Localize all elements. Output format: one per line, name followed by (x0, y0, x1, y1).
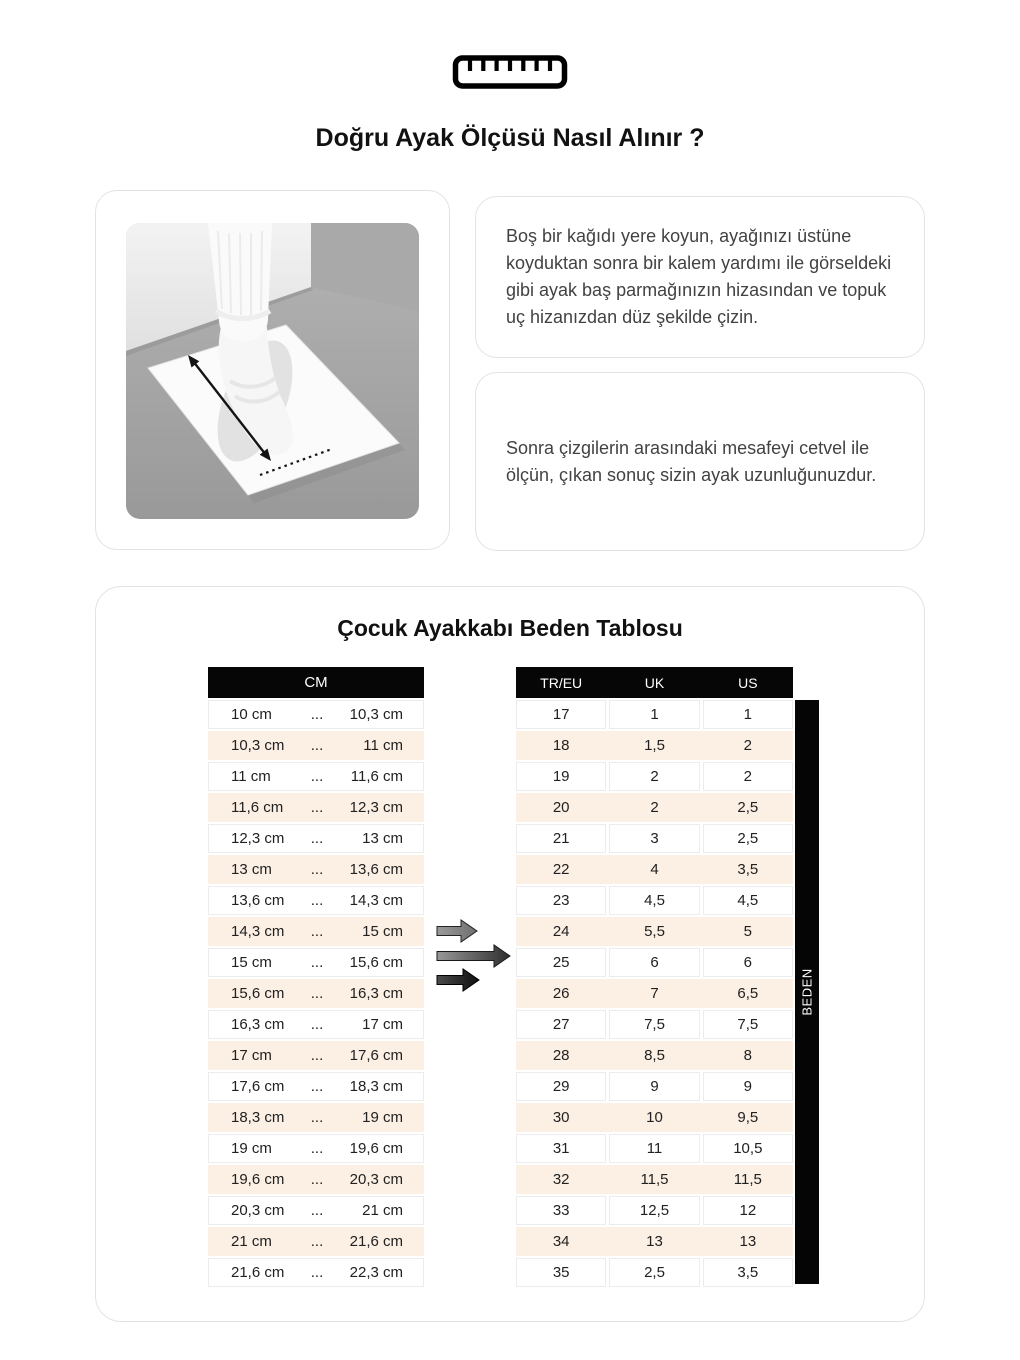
size-cell-us: 9 (703, 1072, 793, 1101)
cm-range-to: 16,3 cm (349, 985, 403, 1002)
size-table-row (516, 979, 793, 1008)
cm-range-to: 12,3 cm (349, 799, 403, 816)
size-cell-treu: 34 (516, 1227, 606, 1256)
cm-range-to: 13,6 cm (349, 861, 403, 878)
size-table-header-uk: UK (644, 674, 665, 691)
size-cell-treu: 31 (516, 1134, 606, 1163)
size-cell-treu: 20 (516, 793, 606, 822)
cm-range-to: 17 cm (362, 1016, 403, 1033)
size-table-row (516, 1072, 793, 1101)
cm-range-separator: ... (310, 799, 324, 816)
cm-range-from: 15,6 cm (231, 985, 285, 1002)
size-cell-treu: 29 (516, 1072, 606, 1101)
size-cell-treu: 23 (516, 886, 606, 915)
size-chart-card (95, 586, 925, 1322)
cm-range-from: 10 cm (231, 706, 272, 723)
cm-range-to: 19 cm (362, 1109, 403, 1126)
size-table-row (516, 731, 793, 760)
size-cell-uk: 5,5 (609, 917, 699, 946)
cm-range-to: 11 cm (363, 737, 403, 754)
instruction-step-2-card (475, 372, 925, 551)
size-cell-treu: 33 (516, 1196, 606, 1225)
size-cell-us: 6 (703, 948, 793, 977)
size-table-row (516, 824, 793, 853)
size-table-row (516, 1103, 793, 1132)
cm-range-from: 19 cm (231, 1140, 272, 1157)
size-cell-treu: 25 (516, 948, 606, 977)
cm-range-from: 15 cm (231, 954, 272, 971)
cm-range-to: 15 cm (362, 923, 403, 940)
size-cell-uk: 11,5 (609, 1165, 699, 1194)
size-cell-uk: 3 (609, 824, 699, 853)
cm-range-separator: ... (310, 768, 324, 785)
cm-table-header: CM (208, 667, 424, 698)
cm-range-separator: ... (310, 1109, 324, 1126)
cm-table-row (208, 1072, 424, 1101)
cm-table-row (208, 1196, 424, 1225)
size-table-row (516, 762, 793, 791)
size-cell-uk: 7 (609, 979, 699, 1008)
size-cell-uk: 4 (609, 855, 699, 884)
size-cell-us: 4,5 (703, 886, 793, 915)
size-cell-us: 12 (703, 1196, 793, 1225)
size-table (516, 667, 793, 1289)
size-cell-us: 13 (703, 1227, 793, 1256)
size-cell-us: 2,5 (703, 793, 793, 822)
cm-range-from: 10,3 cm (231, 737, 285, 754)
cm-table-row (208, 1165, 424, 1194)
size-cell-us: 3,5 (703, 855, 793, 884)
cm-range-separator: ... (310, 892, 324, 909)
cm-table-row (208, 793, 424, 822)
cm-range-separator: ... (310, 1264, 324, 1281)
size-table-row (516, 1134, 793, 1163)
cm-range-separator: ... (310, 706, 324, 723)
cm-range-separator: ... (310, 1171, 324, 1188)
size-cell-uk: 10 (609, 1103, 699, 1132)
cm-table-row (208, 1134, 424, 1163)
size-cell-us: 9,5 (703, 1103, 793, 1132)
size-cell-uk: 11 (609, 1134, 699, 1163)
cm-range-from: 20,3 cm (231, 1202, 285, 1219)
cm-range-from: 13 cm (231, 861, 272, 878)
cm-range-from: 18,3 cm (231, 1109, 285, 1126)
cm-range-separator: ... (310, 861, 324, 878)
cm-table-row (208, 700, 424, 729)
size-cell-us: 2 (703, 762, 793, 791)
size-table-body (516, 700, 793, 1287)
cm-table-row (208, 855, 424, 884)
size-cell-us: 8 (703, 1041, 793, 1070)
cm-range-to: 19,6 cm (349, 1140, 403, 1157)
cm-range-to: 10,3 cm (349, 706, 403, 723)
size-cell-treu: 21 (516, 824, 606, 853)
cm-range-separator: ... (310, 1078, 324, 1095)
cm-range-separator: ... (310, 1047, 324, 1064)
cm-range-from: 11 cm (231, 768, 271, 785)
cm-range-separator: ... (310, 985, 324, 1002)
size-cell-uk: 2,5 (609, 1258, 699, 1287)
cm-range-to: 13 cm (362, 830, 403, 847)
size-cell-treu: 27 (516, 1010, 606, 1039)
cm-range-from: 17,6 cm (231, 1078, 285, 1095)
size-cell-us: 3,5 (703, 1258, 793, 1287)
measurement-photo-card (95, 190, 450, 550)
transfer-arrows-icon (436, 917, 512, 995)
size-cell-us: 2,5 (703, 824, 793, 853)
cm-table-row (208, 1103, 424, 1132)
size-cell-uk: 4,5 (609, 886, 699, 915)
size-cell-uk: 1 (609, 700, 699, 729)
size-chart-title: Çocuk Ayakkabı Beden Tablosu (337, 615, 683, 641)
size-cell-uk: 2 (609, 762, 699, 791)
size-cell-treu: 30 (516, 1103, 606, 1132)
cm-table-row (208, 1227, 424, 1256)
size-table-row (516, 1258, 793, 1287)
cm-range-from: 19,6 cm (231, 1171, 285, 1188)
size-cell-treu: 35 (516, 1258, 606, 1287)
size-table-header (516, 667, 793, 698)
cm-range-from: 21,6 cm (231, 1264, 285, 1281)
size-cell-us: 2 (703, 731, 793, 760)
cm-range-to: 15,6 cm (349, 954, 403, 971)
size-table-row (516, 917, 793, 946)
size-cell-treu: 26 (516, 979, 606, 1008)
size-cell-us: 6,5 (703, 979, 793, 1008)
cm-table-body (208, 700, 424, 1287)
cm-range-to: 22,3 cm (349, 1264, 403, 1281)
size-table-row (516, 1196, 793, 1225)
beden-side-bar (795, 700, 819, 1284)
cm-range-separator: ... (310, 830, 324, 847)
cm-range-to: 20,3 cm (349, 1171, 403, 1188)
page-title: Doğru Ayak Ölçüsü Nasıl Alınır ? (315, 124, 705, 152)
size-cell-us: 10,5 (703, 1134, 793, 1163)
cm-range-from: 12,3 cm (231, 830, 285, 847)
size-cell-treu: 28 (516, 1041, 606, 1070)
cm-range-from: 14,3 cm (231, 923, 285, 940)
cm-range-from: 11,6 cm (231, 799, 284, 816)
size-cell-treu: 18 (516, 731, 606, 760)
cm-table-row (208, 824, 424, 853)
cm-range-to: 18,3 cm (349, 1078, 403, 1095)
instruction-step-2-text: Sonra çizgilerin arasındaki mesafeyi cetvel ile ölçün, çıkan sonuç sizin ayak uzunluğunuzdur. (506, 437, 877, 485)
ruler-icon (452, 54, 568, 90)
size-cell-treu: 19 (516, 762, 606, 791)
cm-range-to: 11,6 cm (350, 768, 403, 785)
size-table-row (516, 1165, 793, 1194)
cm-range-to: 21,6 cm (349, 1233, 403, 1250)
cm-range-separator: ... (310, 1140, 324, 1157)
size-cell-uk: 7,5 (609, 1010, 699, 1039)
size-table-row (516, 700, 793, 729)
cm-table-row (208, 731, 424, 760)
cm-table-row (208, 1041, 424, 1070)
size-cell-us: 5 (703, 917, 793, 946)
size-table-header-treu: TR/EU (540, 674, 583, 691)
size-table-row (516, 855, 793, 884)
beden-side-label: BEDEN (799, 968, 815, 1016)
size-cell-uk: 6 (609, 948, 699, 977)
size-cell-uk: 1,5 (609, 731, 699, 760)
size-cell-treu: 24 (516, 917, 606, 946)
size-cell-treu: 32 (516, 1165, 606, 1194)
cm-range-separator: ... (310, 737, 324, 754)
size-cell-uk: 2 (609, 793, 699, 822)
instruction-step-1-card (475, 196, 925, 358)
size-cell-uk: 8,5 (609, 1041, 699, 1070)
size-cell-us: 11,5 (703, 1165, 793, 1194)
cm-range-separator: ... (310, 1202, 324, 1219)
size-table-row (516, 1010, 793, 1039)
cm-range-separator: ... (310, 954, 324, 971)
size-cell-uk: 13 (609, 1227, 699, 1256)
size-cell-uk: 9 (609, 1072, 699, 1101)
size-table-row (516, 1041, 793, 1070)
size-cell-treu: 22 (516, 855, 606, 884)
size-table-row (516, 886, 793, 915)
size-table-row (516, 1227, 793, 1256)
size-table-row (516, 948, 793, 977)
size-cell-uk: 12,5 (609, 1196, 699, 1225)
size-cell-treu: 17 (516, 700, 606, 729)
cm-range-from: 21 cm (231, 1233, 272, 1250)
size-cell-us: 7,5 (703, 1010, 793, 1039)
cm-table-row (208, 886, 424, 915)
cm-table (208, 667, 424, 1289)
cm-range-separator: ... (310, 1016, 324, 1033)
cm-range-separator: ... (310, 1233, 324, 1250)
foot-on-paper-photo (126, 223, 419, 519)
cm-table-row (208, 1258, 424, 1287)
size-table-header-us: US (738, 674, 758, 691)
size-table-row (516, 793, 793, 822)
cm-range-to: 21 cm (362, 1202, 403, 1219)
cm-table-row (208, 762, 424, 791)
cm-range-separator: ... (310, 923, 324, 940)
cm-table-row (208, 948, 424, 977)
cm-range-from: 17 cm (231, 1047, 272, 1064)
cm-range-to: 14,3 cm (349, 892, 403, 909)
cm-range-to: 17,6 cm (349, 1047, 403, 1064)
cm-table-row (208, 917, 424, 946)
instruction-step-1-text: Boş bir kağıdı yere koyun, ayağınızı üstüne koyduktan sonra bir kalem yardımı ile görseldeki gibi ayak baş parmağınızın hizasından ve topuk uç hizanızdan düz şekilde çizin. (506, 226, 892, 327)
cm-table-row (208, 1010, 424, 1039)
size-cell-us: 1 (703, 700, 793, 729)
cm-range-from: 13,6 cm (231, 892, 285, 909)
cm-table-row (208, 979, 424, 1008)
cm-range-from: 16,3 cm (231, 1016, 285, 1033)
